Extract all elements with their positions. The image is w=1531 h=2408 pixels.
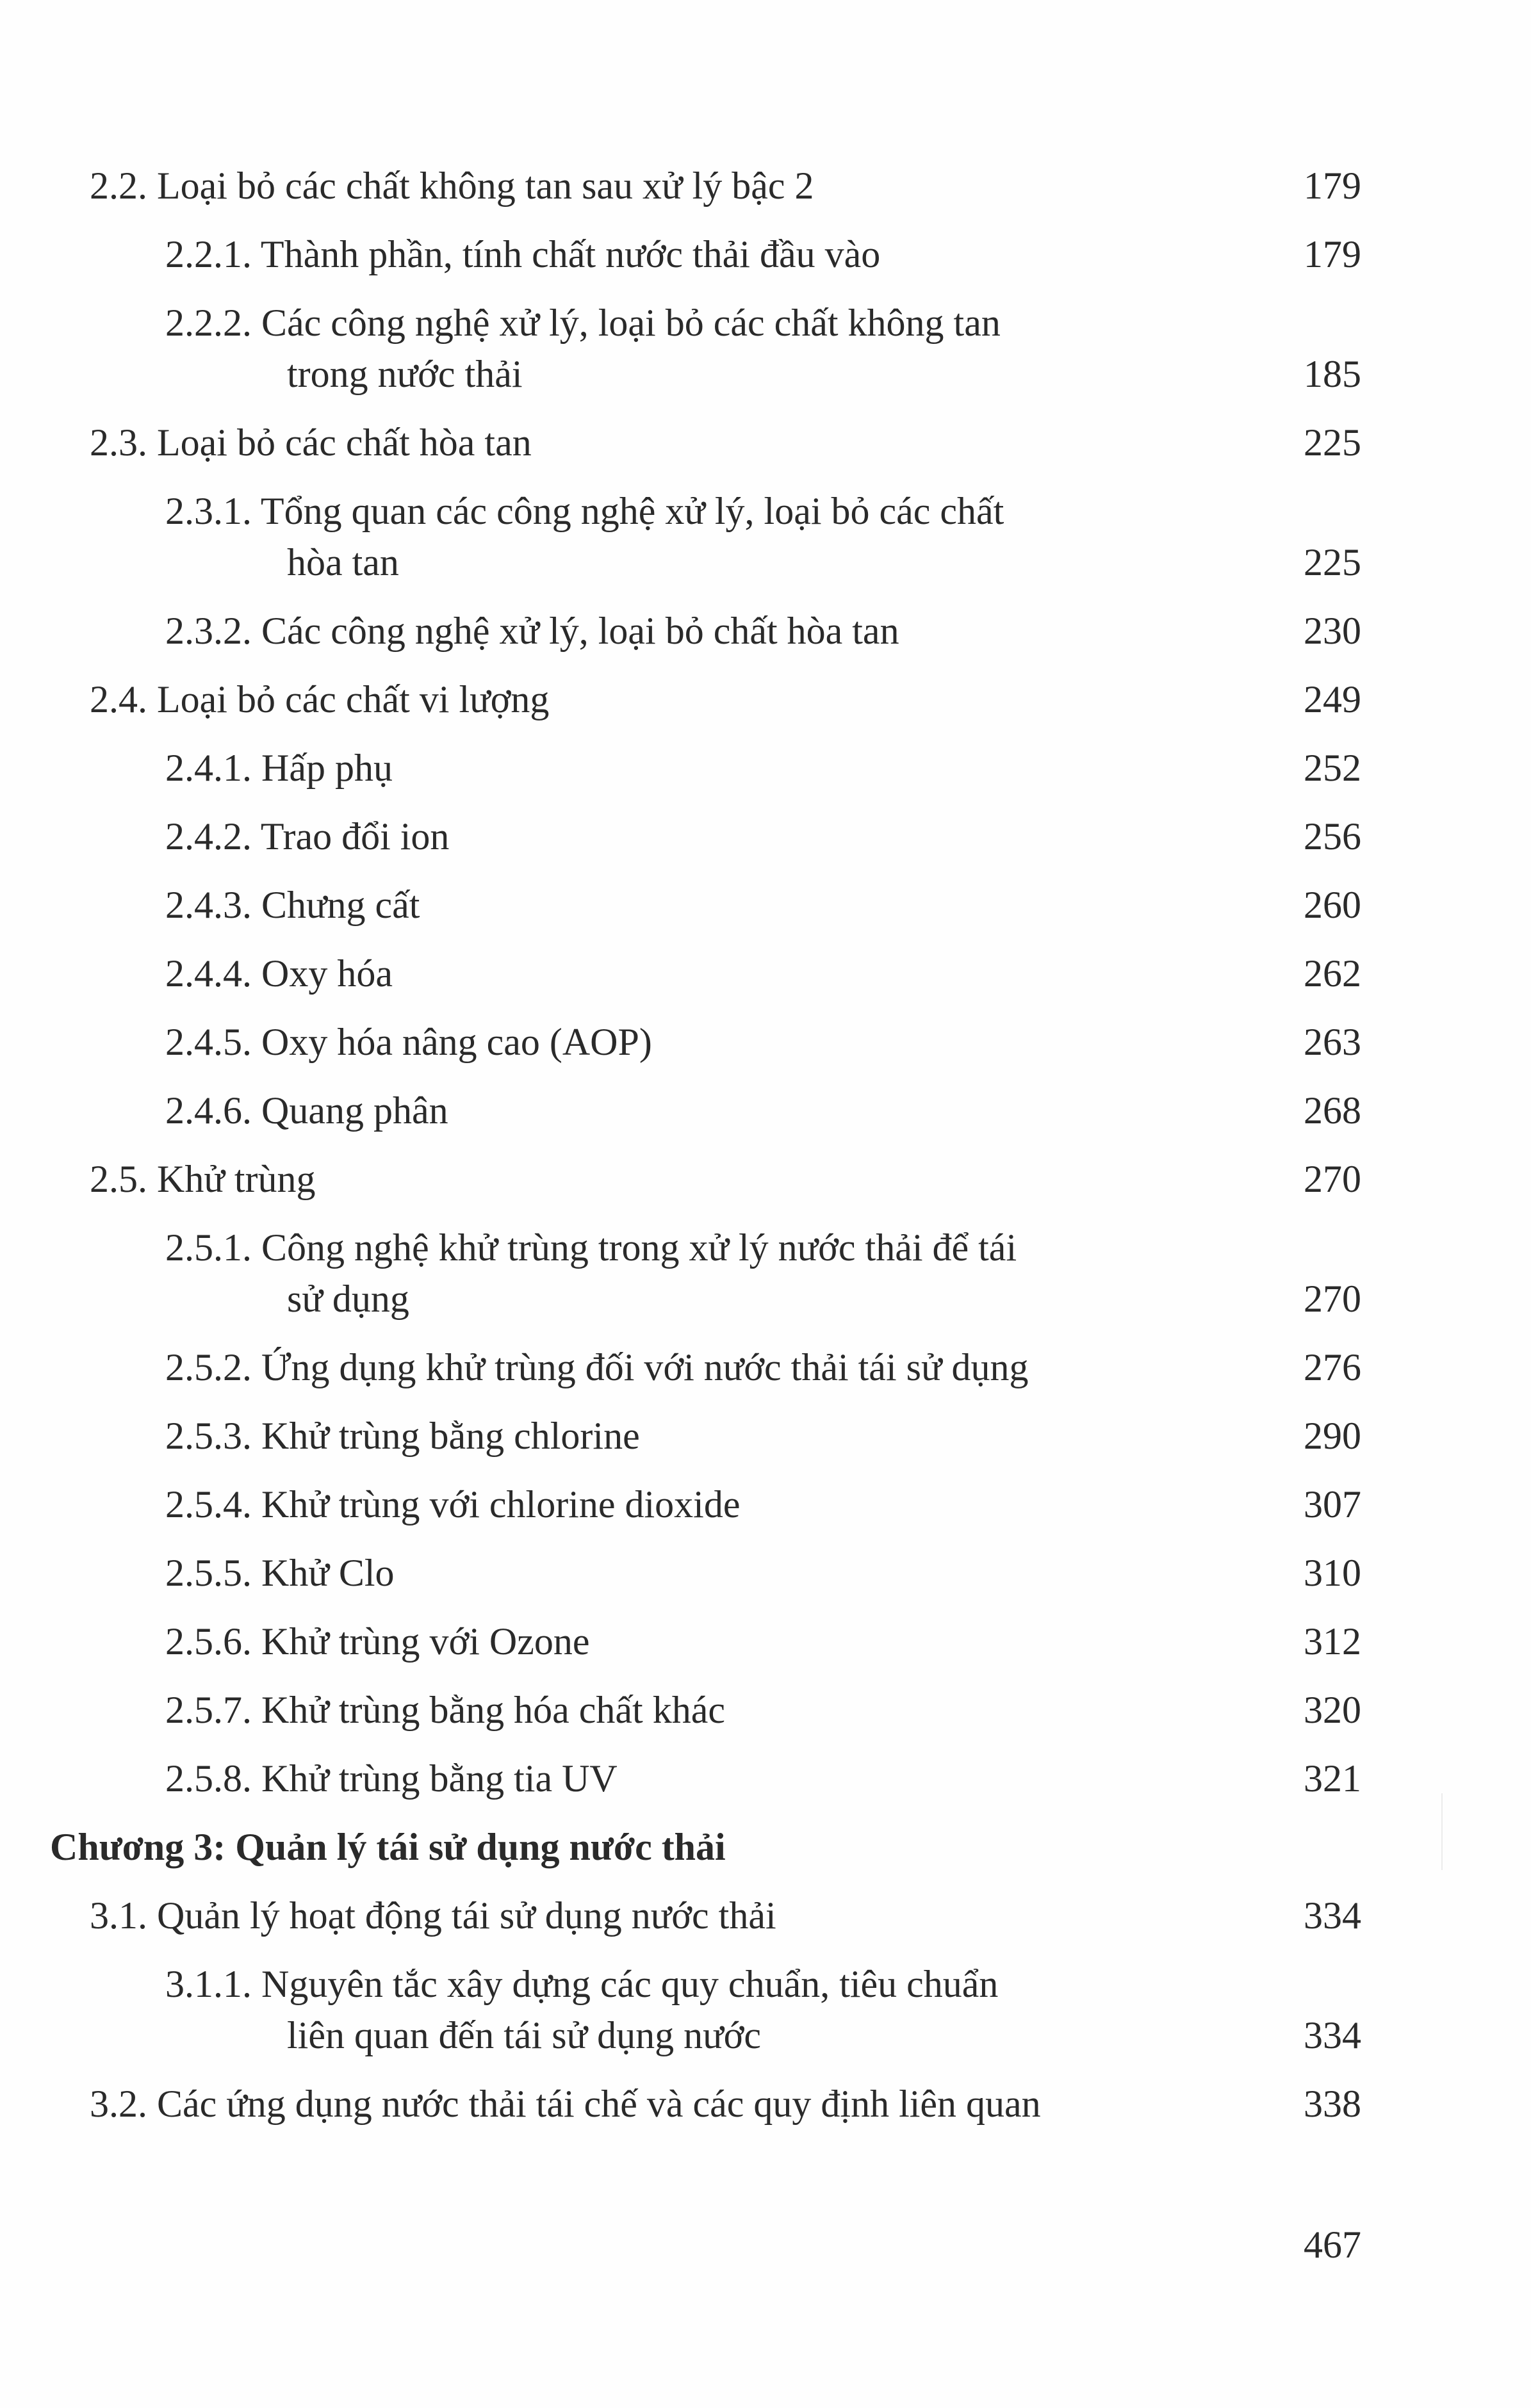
- toc-entry-title-line: 2.4.2. Trao đổi ion: [165, 815, 450, 858]
- toc-entry-title-line: 2.2. Loại bỏ các chất không tan sau xử lý bậc 2: [90, 165, 814, 207]
- toc-entry-title: [165, 948, 1293, 999]
- toc-page-number: 338: [1304, 2083, 1361, 2125]
- toc-entry-title: [165, 605, 1293, 656]
- toc-entry-title-line: 3.1. Quản lý hoạt động tái sử dụng nước thải: [90, 1894, 776, 1937]
- toc-page-number: 179: [1304, 165, 1361, 207]
- toc-entry-title: [165, 485, 1293, 588]
- toc-entry-title: [50, 1821, 1177, 1873]
- toc-entry-title-line: 2.2.2. Các công nghệ xử lý, loại bỏ các chất không tan: [165, 302, 1001, 344]
- toc-page-number: 249: [1304, 678, 1361, 720]
- toc-entry-title: [165, 1410, 1293, 1461]
- toc-entry-title-line: 2.5.2. Ứng dụng khử trùng đối với nước thải tái sử dụng: [165, 1346, 1029, 1388]
- toc-entry-title-line: 2.5.3. Khử trùng bằng chlorine: [165, 1415, 640, 1457]
- toc-page-number: 270: [1304, 1158, 1361, 1200]
- page-number: 467: [1304, 2224, 1361, 2266]
- toc-entry-title: [90, 417, 1217, 468]
- toc-page-number: 268: [1304, 1089, 1361, 1132]
- toc-entry-title-line: 3.1.1. Nguyên tắc xây dựng các quy chuẩn, tiêu chuẩn: [165, 1963, 999, 2005]
- toc-entry-title-continuation: liên quan đến tái sử dụng nước: [287, 2014, 761, 2056]
- toc-page-number: 185: [1304, 353, 1361, 395]
- toc-entry-title-line: Chương 3: Quản lý tái sử dụng nước thải: [50, 1826, 726, 1868]
- toc-entry-title: [90, 2078, 1217, 2129]
- toc-entry-title: [90, 674, 1217, 725]
- toc-entry-title-line: 2.3.1. Tổng quan các công nghệ xử lý, loại bỏ các chất: [165, 490, 1004, 532]
- toc-page-number: 307: [1304, 1483, 1361, 1525]
- toc-page-number: 252: [1304, 747, 1361, 789]
- toc-entry-title: [90, 1890, 1217, 1941]
- toc-entry-title-line: 2.3. Loại bỏ các chất hòa tan: [90, 421, 532, 464]
- toc-entry-title: [165, 1547, 1293, 1599]
- toc-entry-title: [165, 297, 1293, 400]
- toc-entry-title: [165, 1616, 1293, 1667]
- toc-entry-title: [165, 1753, 1293, 1804]
- toc-entry-title-line: 2.5.6. Khử trùng với Ozone: [165, 1620, 590, 1663]
- toc-page-number: 179: [1304, 233, 1361, 275]
- toc-entry-title-line: 2.5. Khử trùng: [90, 1158, 316, 1200]
- toc-entry-title: [165, 1684, 1293, 1736]
- toc-entry-title: [165, 811, 1293, 862]
- toc-page-number: 256: [1304, 815, 1361, 858]
- toc-page-number: 334: [1304, 2014, 1361, 2056]
- toc-entry-title: [90, 1153, 1217, 1205]
- toc-entry-title-line: 2.5.4. Khử trùng với chlorine dioxide: [165, 1483, 741, 1525]
- toc-entry-title-line: 2.5.8. Khử trùng bằng tia UV: [165, 1757, 618, 1800]
- toc-entry-title: [90, 160, 1217, 211]
- toc-entry-title: [165, 1479, 1293, 1530]
- toc-entry-title-line: 2.5.5. Khử Clo: [165, 1552, 395, 1594]
- toc-page-number: 260: [1304, 884, 1361, 926]
- toc-entry-title-line: 2.4.6. Quang phân: [165, 1089, 448, 1132]
- toc-entry-title: [165, 1016, 1293, 1068]
- toc-entry-title: [165, 229, 1293, 280]
- toc-entry-title: [165, 1085, 1293, 1136]
- toc-entry-title-line: 2.2.1. Thành phần, tính chất nước thải đầu vào: [165, 233, 881, 275]
- toc-entry-title-line: 2.4.5. Oxy hóa nâng cao (AOP): [165, 1021, 652, 1063]
- toc-entry-title-line: 2.4. Loại bỏ các chất vi lượng: [90, 678, 550, 720]
- toc-page-number: 230: [1304, 610, 1361, 652]
- page-fold-shadow: [1441, 1793, 1443, 1870]
- toc-entry-title: [165, 1958, 1293, 2061]
- toc-page-number: 262: [1304, 952, 1361, 995]
- toc-entry-title: [165, 742, 1293, 793]
- toc-page-number: 276: [1304, 1346, 1361, 1388]
- toc-page-number: 312: [1304, 1620, 1361, 1663]
- toc-entry-title-line: 2.4.4. Oxy hóa: [165, 952, 393, 995]
- toc-entry-title-line: 2.4.3. Chưng cất: [165, 884, 420, 926]
- toc-page-number: 270: [1304, 1278, 1361, 1320]
- toc-entry-title-continuation: sử dụng: [287, 1278, 409, 1320]
- toc-page-number: 334: [1304, 1894, 1361, 1937]
- toc-entry-title-continuation: hòa tan: [287, 541, 399, 583]
- toc-entry-title-line: 2.5.7. Khử trùng bằng hóa chất khác: [165, 1689, 725, 1731]
- toc-entry-title-line: 3.2. Các ứng dụng nước thải tái chế và các quy định liên quan: [90, 2083, 1041, 2125]
- toc-entry-title: [165, 1222, 1293, 1324]
- toc-page-number: 310: [1304, 1552, 1361, 1594]
- toc-page-number: 225: [1304, 541, 1361, 583]
- toc-entry-title-line: 2.5.1. Công nghệ khử trùng trong xử lý nước thải để tái: [165, 1226, 1017, 1269]
- toc-entry-title-line: 2.3.2. Các công nghệ xử lý, loại bỏ chất hòa tan: [165, 610, 899, 652]
- toc-entry-title-continuation: trong nước thải: [287, 353, 523, 395]
- toc-entry-title: [165, 879, 1293, 931]
- toc-page-number: 225: [1304, 421, 1361, 464]
- toc-page-number: 321: [1304, 1757, 1361, 1800]
- toc-page-number: 320: [1304, 1689, 1361, 1731]
- toc-entry-title: [165, 1342, 1293, 1393]
- toc-page-number: 263: [1304, 1021, 1361, 1063]
- toc-page-number: 290: [1304, 1415, 1361, 1457]
- toc-entry-title-line: 2.4.1. Hấp phụ: [165, 747, 393, 789]
